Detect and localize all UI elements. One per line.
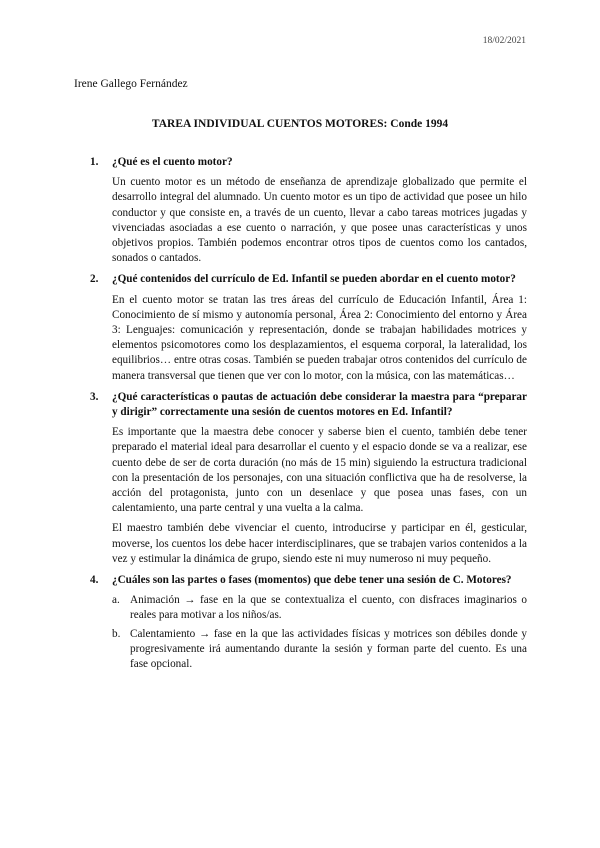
answer-paragraph: El maestro también debe vivenciar el cuento, introducirse y participar en él, gesticular, moverse, los cuentos los debe hacer interdisciplinares, que se trabajen varios contenidos a la vez y estimular la dinámica de grupo, siendo este ni muy numeroso ni muy pequeño. bbox=[112, 522, 527, 565]
list-item-label: b. bbox=[112, 627, 121, 640]
question-text: ¿Qué características o pautas de actuación debe considerar la maestra para “preparar y dirigir” correctamente una sesión de cuentos motores en Ed. Infantil? bbox=[112, 390, 527, 419]
question-number: 3. bbox=[90, 390, 99, 403]
list-item-text: Animación → fase en la que se contextualiza el cuento, con disfraces imaginarios o reales para motivar a los niños/as. bbox=[130, 594, 527, 622]
author-name: Irene Gallego Fernández bbox=[74, 78, 188, 90]
answer-paragraph: En el cuento motor se tratan las tres áreas del currículo de Educación Infantil, Área 1: Conocimiento de sí mismo y autonomía personal, Área 2: Conocimiento del entorno y Área 3: Lenguajes: comunicación y representación, donde se trabajan habilidades motrices y elementos psicomotores como los desplazamientos, el esquema corporal, la lateralidad, los equilibrios… entre otras cosas. También se pueden trabajar otros contenidos del currículo de manera transversal que tienen que ver con lo motor, con la música, con las matemáticas… bbox=[112, 293, 527, 382]
question-text: ¿Cuáles son las partes o fases (momentos) que debe tener una sesión de C. Motores? bbox=[112, 574, 512, 587]
document-title: TAREA INDIVIDUAL CUENTOS MOTORES: Conde 1994 bbox=[151, 118, 449, 130]
question-1 bbox=[90, 155, 527, 170]
answer-paragraph: Un cuento motor es un método de enseñanza de aprendizaje globalizado que permite el desarrollo integral del alumnado. Un cuento motor es un tipo de actividad que posee un hilo conductor y que consiste en, a través de un cuento, llevar a cabo tareas motrices jugadas y vivenciadas asociadas a ese cuento o narración, y que posee unas características y unos objetivos propios. También podemos encontrar otros tipos de cuentos como los cantados, sonados o cantados. bbox=[112, 176, 527, 265]
question-text: ¿Qué es el cuento motor? bbox=[112, 156, 233, 168]
question-4 bbox=[90, 573, 527, 588]
question-number: 1. bbox=[90, 156, 99, 168]
answer-1 bbox=[112, 175, 527, 266]
document-body bbox=[90, 155, 527, 678]
question-text: ¿Qué contenidos del currículo de Ed. Infantil se pueden abordar en el cuento motor? bbox=[112, 273, 516, 286]
question-number: 2. bbox=[90, 273, 99, 286]
answer-paragraph: Es importante que la maestra debe conocer y saberse bien el cuento, también debe tener preparado el material ideal para desarrollar el cuento y el espacio donde se va a realizar, ese cuento debe de ser de corta duración (no más de 15 min) siguiendo la estructura tradicional con la presentación de los personajes, con una situación conflictiva que ha de resolverse, la acción del protagonista, junto con un desenlace y que posea unas fases, con un calentamiento, una parte central y una vuelta a la calma. bbox=[112, 426, 527, 515]
list-item-text: Calentamiento → fase en la que las actividades físicas y motrices son débiles donde y progresivamente irá aumentando durante la sesión y forman parte del cuento. Es una fase opcional. bbox=[130, 627, 527, 671]
question-number: 4. bbox=[90, 574, 99, 587]
answer-3 bbox=[112, 425, 527, 567]
list-item bbox=[112, 627, 527, 673]
document-date: 18/02/2021 bbox=[482, 36, 526, 46]
list-item-label: a. bbox=[112, 594, 120, 607]
answer-4-list bbox=[112, 593, 527, 672]
answer-2 bbox=[112, 293, 527, 384]
question-3 bbox=[90, 390, 527, 420]
question-2 bbox=[90, 272, 527, 287]
list-item bbox=[112, 593, 527, 623]
